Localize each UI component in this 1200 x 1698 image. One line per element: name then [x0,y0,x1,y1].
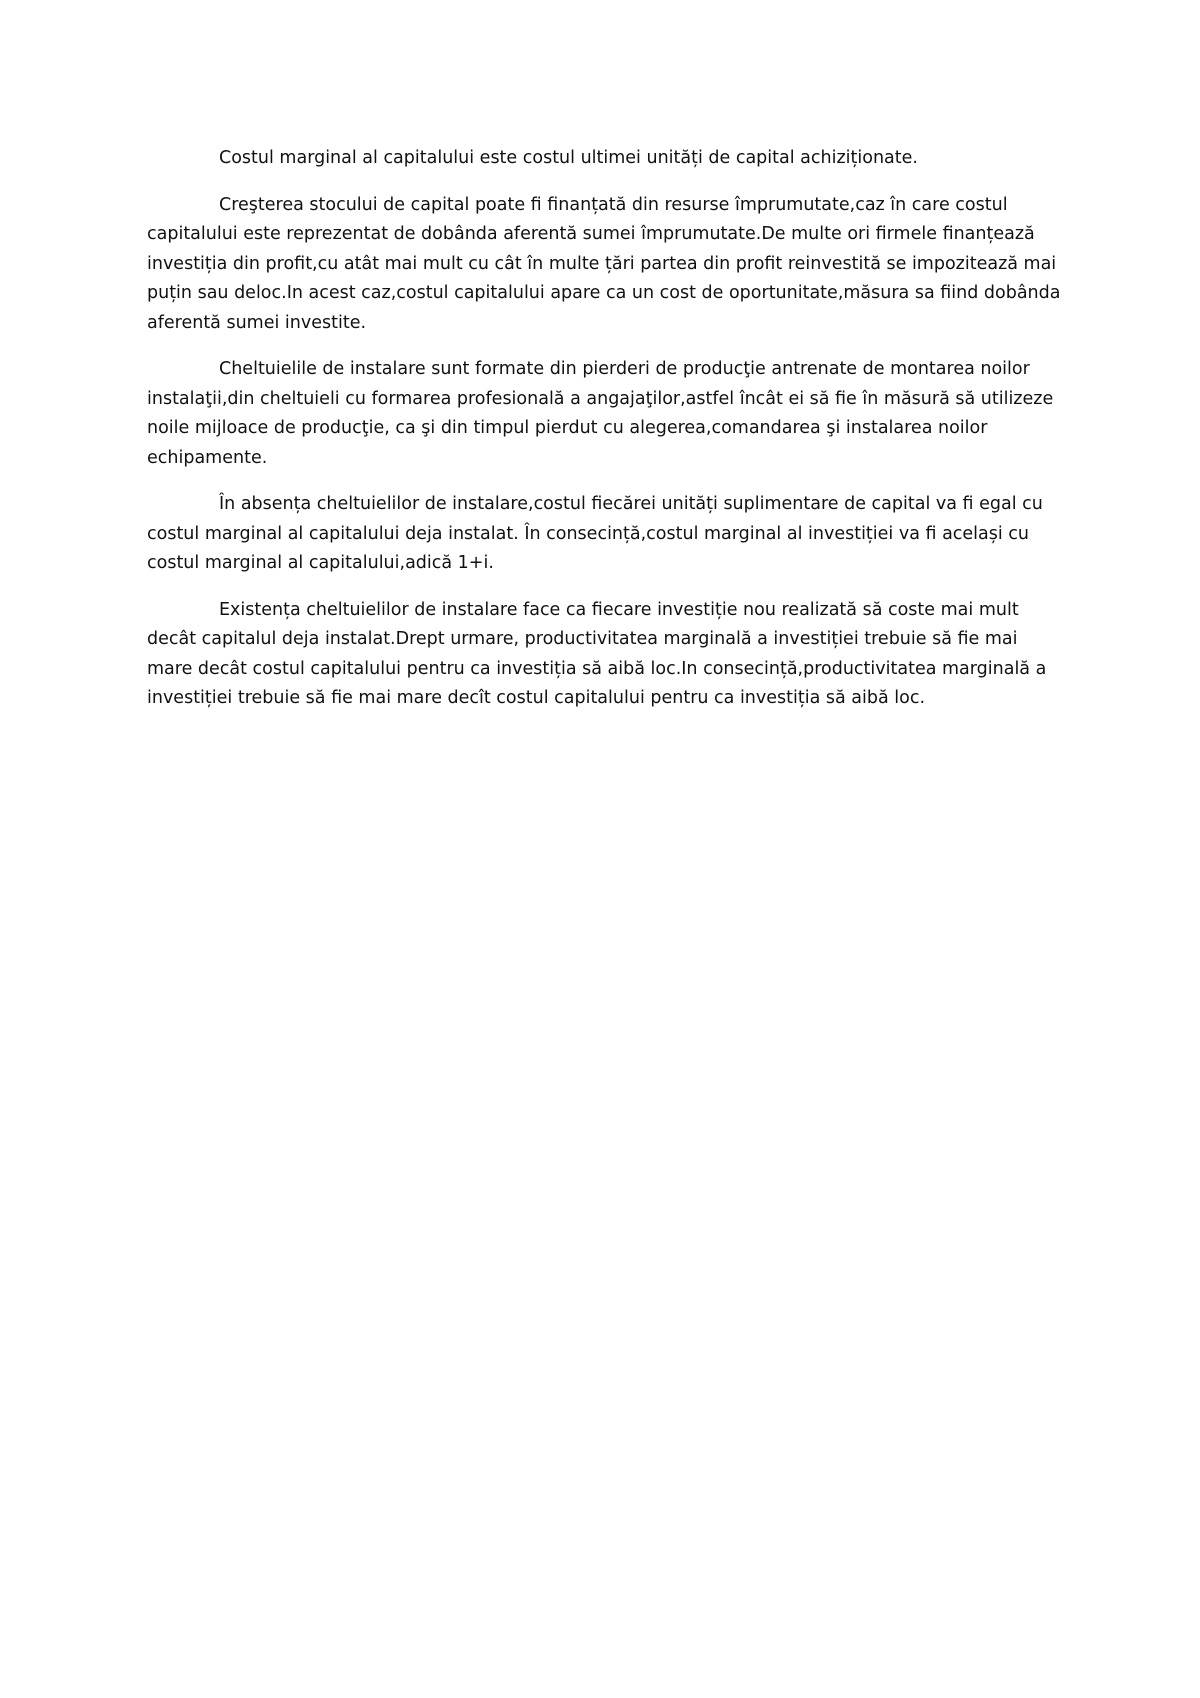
paragraph-existence-of-installation-costs: Existența cheltuielilor de instalare face ca fiecare investiție nou realizată să coste mai mult decât capitalul deja instalat.Drept urmare, productivitatea marginală a investiției trebuie să fie mai mare decât costul capitalului pentru ca investiția să aibă loc.In consecință,productivitatea marginală a investiției trebuie să fie mai mare decît costul capitalului pentru ca investiția să aibă loc. [147,599,1047,708]
paragraph-marginal-cost: Costul marginal al capitalului este costul ultimei unități de capital achiziționate. [219,148,918,168]
document-body [147,144,1062,731]
paragraph-capital-financing: Creşterea stocului de capital poate fi finanțată din resurse împrumutate,caz în care costul capitalului este reprezentat de dobânda aferentă sumei împrumutate.De multe ori firmele finanțează investiția din profit,cu atât mai mult cu cât în multe țări partea din profit reinvestită se impozitează mai puțin sau deloc.In acest caz,costul capitalului apare ca un cost de oportunitate,măsura sa fiind dobânda aferentă sumei investite. [147,194,1061,333]
paragraph-absence-of-installation-costs: În absența cheltuielilor de instalare,costul fiecărei unități suplimentare de capital va fi egal cu costul marginal al capitalului deja instalat. În consecință,costul marginal al investiției va fi același cu costul marginal al capitalului,adică 1+i. [147,494,1043,573]
paragraph-installation-costs: Cheltuielile de instalare sunt formate din pierderi de producţie antrenate de montarea noilor instalaţii,din cheltuieli cu formarea profesională a angajaţilor,astfel încât ei să fie în măsură să utilizeze noile mijloace de producţie, ca şi din timpul pierdut cu alegerea,comandarea şi instalarea noilor echipamente. [147,359,1054,468]
